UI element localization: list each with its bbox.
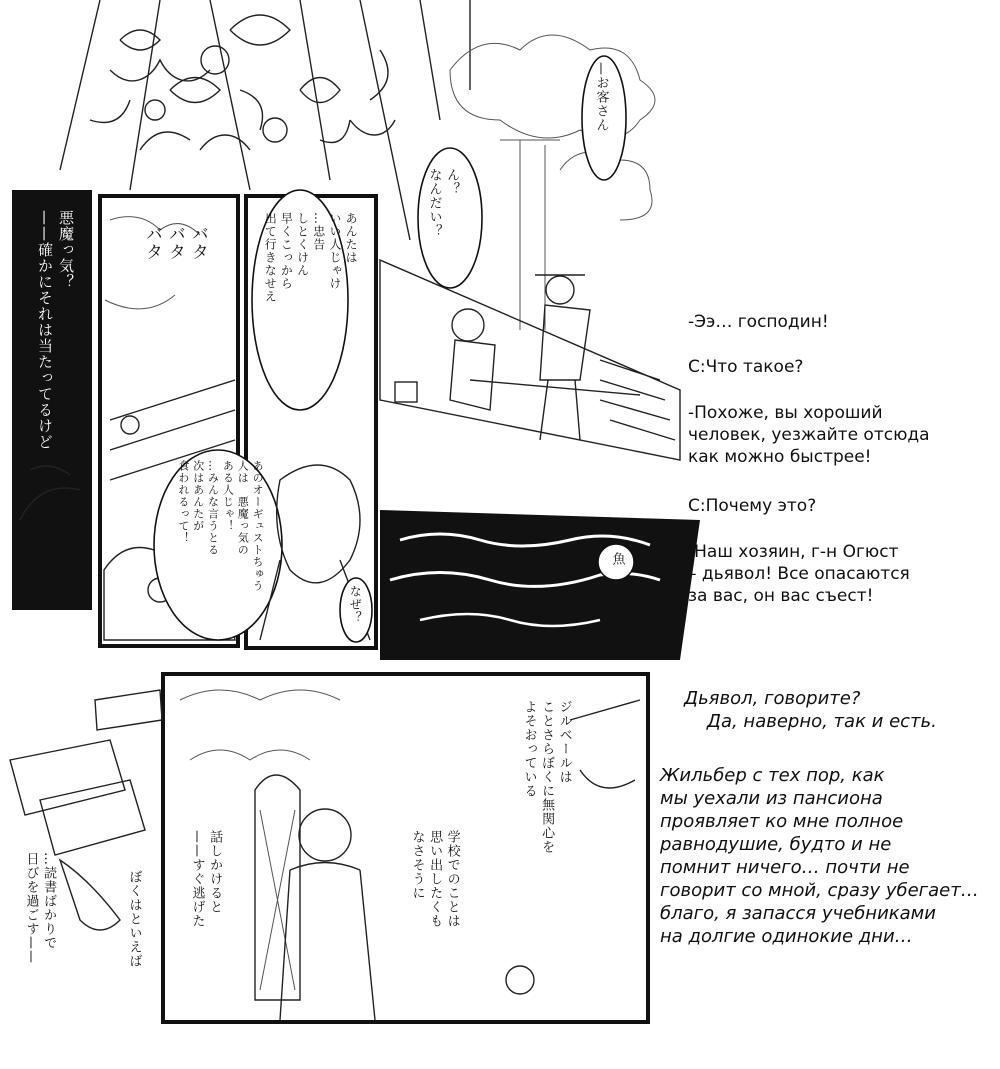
river-illustration (380, 510, 700, 660)
iron-gate-illustration (60, 0, 470, 240)
sky-clouds (450, 35, 655, 330)
translation-italic-devil: Дьявол, говорите? Да, наверно, так и есть. (684, 688, 937, 732)
bubble-text-rumor: あのオーギュストちゅう 人は 悪魔っ気の ある人じゃ！ …みんな言うとる 次はあんたが 食われるって！ (176, 460, 265, 592)
bubble-text-nandai: ん？ なんだい？ (426, 168, 460, 238)
sfx-bata: バタ バタ バタ (141, 225, 208, 261)
bubble-text-okyakusan: —お客さん (593, 62, 609, 132)
translation-line-4: С:Почему это? (688, 496, 817, 516)
translation-line-1: -Ээ… господин! (688, 312, 829, 332)
panel-bottom (163, 674, 648, 1022)
bubble-text-why: なぜ？ (348, 585, 363, 624)
narration-ignoring: ジルベールは ことさらぼくに無関心を よそおっている (521, 700, 572, 854)
narration-reading: …読書ばかりで 日びを過ごす—— (23, 852, 57, 964)
translation-line-2: С:Что такое? (688, 357, 804, 377)
translation-line-3: -Похоже, вы хороший человек, уезжайте отсюда как можно быстрее! (688, 403, 930, 467)
narration-runs-away: 話しかけると ——すぐ逃げた (189, 830, 223, 928)
narration-school: 学校でのことは 思い出したくも なさそうに (409, 830, 460, 928)
translation-line-5: -Наш хозяин, г-н Огюст – дьявол! Все опасаются за вас, он вас съест! (688, 542, 910, 606)
caption-demon-thought: 悪魔っ気？ ——確かにそれは当たってるけど (36, 210, 75, 450)
fishing-scene-illustration (380, 260, 680, 460)
narration-as-for-me: ぼくはといえば (126, 870, 142, 968)
bubble-text-warning: あんたは いい人じゃけ …忠告 しとくけん 早くこっから 出て行きなせえ (263, 212, 359, 303)
fish-label: 魚 (609, 552, 625, 566)
translation-italic-gilbert: Жильбер с тех пор, как мы уехали из пансиона проявляет ко мне полное равнодушие, будто и не помнит ничего… почти не говорит со мной, сразу убегает… благо, я запасся учебниками на долгие одинокие дни… (660, 765, 979, 947)
